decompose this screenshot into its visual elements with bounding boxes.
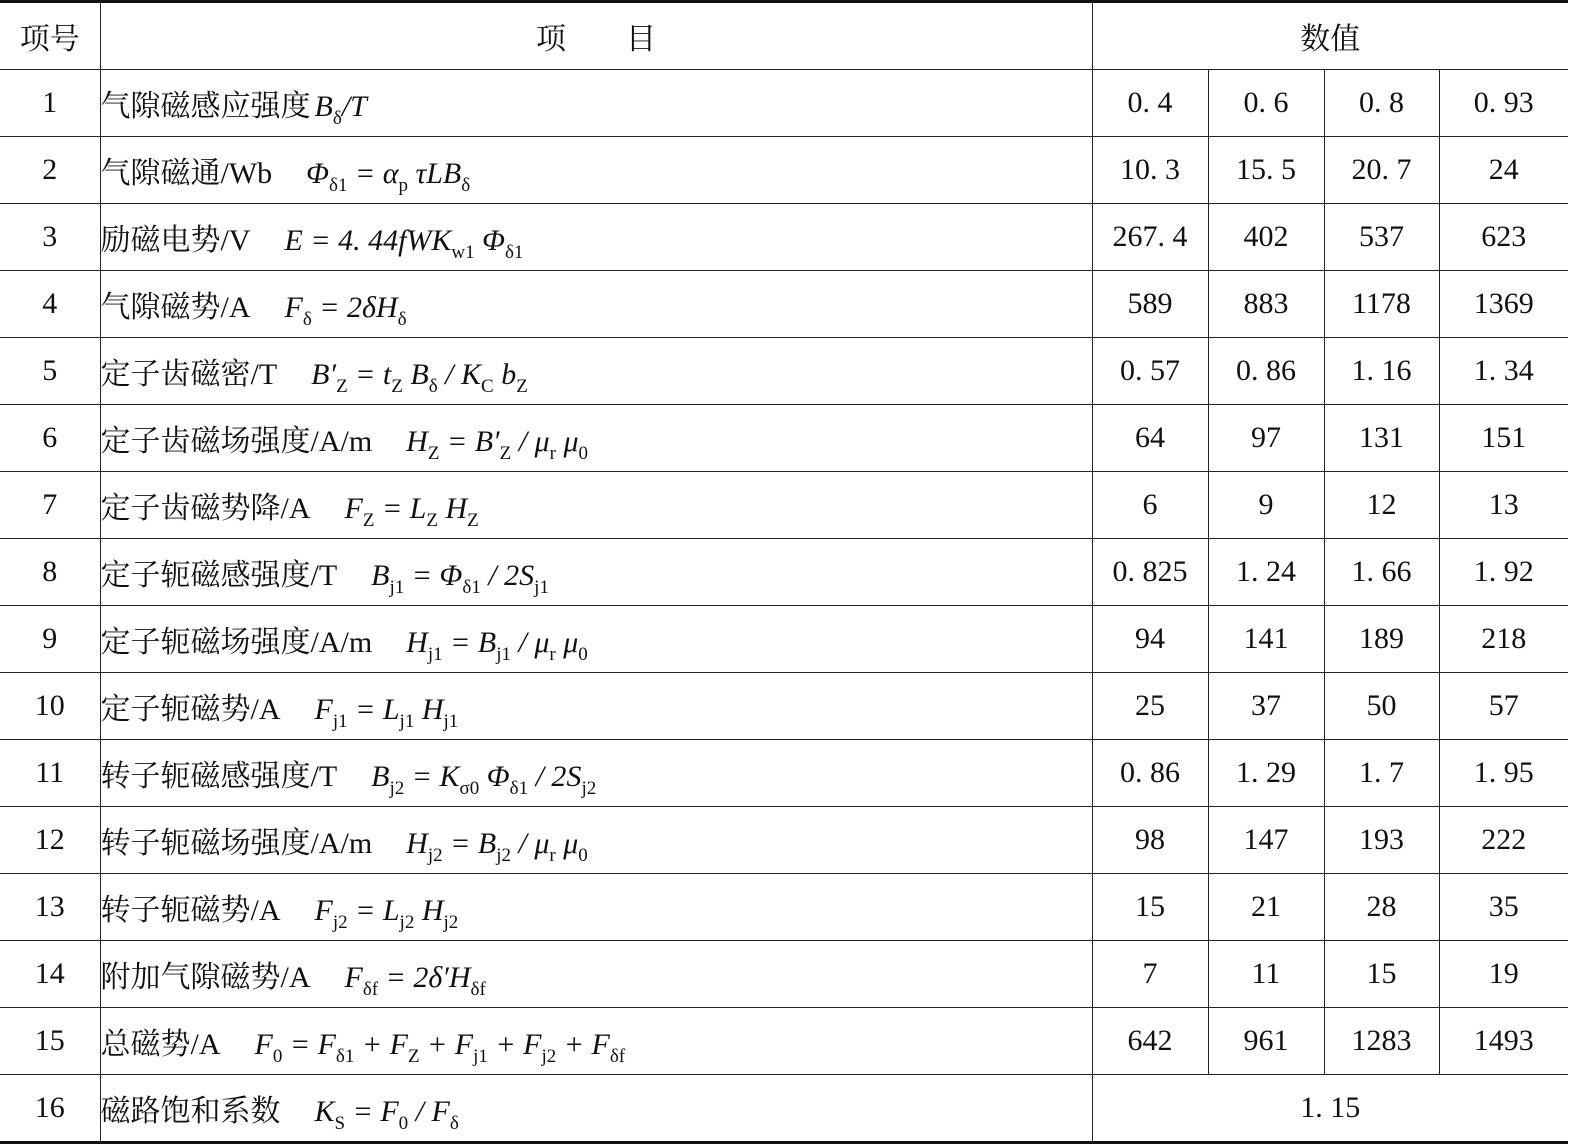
value-cell: 883 [1208, 271, 1324, 338]
value-cell: 589 [1092, 271, 1208, 338]
value-cell: 21 [1208, 874, 1324, 941]
row-item [100, 539, 1092, 606]
value-cell: 1. 24 [1208, 539, 1324, 606]
value-cell: 151 [1439, 405, 1568, 472]
value-cell: 1. 29 [1208, 740, 1324, 807]
value-cell: 537 [1324, 204, 1439, 271]
row-item [100, 941, 1092, 1008]
row-number: 1 [0, 70, 100, 137]
value-cell: 15 [1324, 941, 1439, 1008]
value-cell: 193 [1324, 807, 1439, 874]
row-item [100, 740, 1092, 807]
row-item [100, 204, 1092, 271]
item-label: 定子轭磁场强度/A/m [100, 626, 373, 659]
table-row [0, 271, 1568, 338]
table-row [0, 1075, 1568, 1143]
row-item [100, 338, 1092, 405]
item-label: 定子轭磁感强度/T [100, 559, 338, 592]
value-cell: 0. 8 [1324, 70, 1439, 137]
row-item [100, 606, 1092, 673]
table-row [0, 673, 1568, 740]
value-cell: 1369 [1439, 271, 1568, 338]
row-number: 6 [0, 405, 100, 472]
value-cell: 1178 [1324, 271, 1439, 338]
row-item [100, 405, 1092, 472]
value-cell: 19 [1439, 941, 1568, 1008]
value-cell: 6 [1092, 472, 1208, 539]
row-number: 3 [0, 204, 100, 271]
value-cell: 642 [1092, 1008, 1208, 1075]
row-item [100, 137, 1092, 204]
value-cell: 1493 [1439, 1008, 1568, 1075]
table-row [0, 740, 1568, 807]
row-item [100, 807, 1092, 874]
value-cell: 0. 825 [1092, 539, 1208, 606]
value-cell: 11 [1208, 941, 1324, 1008]
row-item [100, 1075, 1092, 1143]
value-cell: 0. 86 [1208, 338, 1324, 405]
item-formula: $H_{j1} = B_{j1} / \mu_r$ $\mu_0$ [406, 626, 588, 665]
item-label: 励磁电势/V [100, 224, 251, 257]
item-label: 转子轭磁势/A [100, 894, 281, 927]
table-row [0, 70, 1568, 137]
value-cell: 15. 5 [1208, 137, 1324, 204]
item-label: 定子齿磁势降/A [100, 492, 311, 525]
row-number: 8 [0, 539, 100, 606]
value-cell: 20. 7 [1324, 137, 1439, 204]
item-formula: $F_\delta = 2\delta H_\delta$ [284, 291, 407, 330]
value-cell: 0. 57 [1092, 338, 1208, 405]
row-number: 14 [0, 941, 100, 1008]
value-cell: 141 [1208, 606, 1324, 673]
value-cell: 1283 [1324, 1008, 1439, 1075]
row-number: 9 [0, 606, 100, 673]
item-formula: $F_Z = L_Z$ $H_Z$ [344, 492, 479, 531]
item-formula: $F_0 = F_{\delta 1} + F_Z + F_{j1} + F_{j2} + F_{\delta f}$ [254, 1028, 626, 1067]
value-cell: 402 [1208, 204, 1324, 271]
value-cell: 24 [1439, 137, 1568, 204]
item-label: 定子齿磁场强度/A/m [100, 425, 373, 458]
item-label: 定子轭磁势/A [100, 693, 281, 726]
value-cell: 50 [1324, 673, 1439, 740]
row-number: 12 [0, 807, 100, 874]
table-row [0, 204, 1568, 271]
value-cell: 94 [1092, 606, 1208, 673]
row-number: 11 [0, 740, 100, 807]
item-label: 气隙磁势/A [100, 291, 251, 324]
value-cell: 37 [1208, 673, 1324, 740]
value-cell: 97 [1208, 405, 1324, 472]
table-row [0, 338, 1568, 405]
item-label: 附加气隙磁势/A [100, 961, 311, 994]
item-symbol: $B_\delta/T$ [314, 90, 367, 129]
row-number: 16 [0, 1075, 100, 1143]
item-formula: $H_Z = B'_Z / \mu_r$ $\mu_0$ [406, 425, 588, 464]
row-number: 4 [0, 271, 100, 338]
item-label: 气隙磁通/Wb [100, 157, 273, 190]
value-cell: 189 [1324, 606, 1439, 673]
row-number: 7 [0, 472, 100, 539]
row-item [100, 1008, 1092, 1075]
value-cell: 12 [1324, 472, 1439, 539]
item-label: 总磁势/A [100, 1028, 221, 1061]
value-cell: 1. 66 [1324, 539, 1439, 606]
item-formula: $B_{j2} = K_{\sigma 0}$ $\Phi_{\delta 1} / 2S_{j2}$ [371, 760, 597, 799]
item-label: 转子轭磁场强度/A/m [100, 827, 373, 860]
header-value: 数值 [1092, 2, 1568, 70]
value-cell: 0. 93 [1439, 70, 1568, 137]
value-cell: 623 [1439, 204, 1568, 271]
item-label: 气隙磁感应强度 [100, 90, 311, 123]
value-cell: 1. 7 [1324, 740, 1439, 807]
row-number: 5 [0, 338, 100, 405]
item-formula: $F_{j1} = L_{j1}$ $H_{j1}$ [314, 693, 459, 732]
value-cell: 147 [1208, 807, 1324, 874]
table-row [0, 874, 1568, 941]
row-number: 10 [0, 673, 100, 740]
value-cell: 10. 3 [1092, 137, 1208, 204]
value-cell: 13 [1439, 472, 1568, 539]
item-formula: $B_{j1} = \Phi_{\delta 1} / 2S_{j1}$ [371, 559, 549, 598]
value-cell: 35 [1439, 874, 1568, 941]
row-number: 15 [0, 1008, 100, 1075]
value-cell: 131 [1324, 405, 1439, 472]
table-row [0, 472, 1568, 539]
item-label: 磁路饱和系数 [100, 1095, 281, 1128]
header-item-no: 项号 [0, 2, 100, 70]
value-cell: 1. 95 [1439, 740, 1568, 807]
row-item [100, 472, 1092, 539]
table-row [0, 137, 1568, 204]
value-cell: 0. 6 [1208, 70, 1324, 137]
table-row [0, 941, 1568, 1008]
table-row [0, 606, 1568, 673]
row-item [100, 70, 1092, 137]
value-cell: 98 [1092, 807, 1208, 874]
value-cell: 64 [1092, 405, 1208, 472]
row-item [100, 673, 1092, 740]
item-formula: $H_{j2} = B_{j2} / \mu_r$ $\mu_0$ [406, 827, 588, 866]
value-cell: 25 [1092, 673, 1208, 740]
value-cell: 1. 15 [1092, 1075, 1568, 1143]
value-cell: 57 [1439, 673, 1568, 740]
value-cell: 9 [1208, 472, 1324, 539]
item-formula: $F_{\delta f} = 2\delta'H_{\delta f}$ [344, 961, 486, 1000]
value-cell: 0. 86 [1092, 740, 1208, 807]
value-cell: 0. 4 [1092, 70, 1208, 137]
item-formula: $\Phi_{\delta 1} = \alpha_p$ τLB$_\delta$ [306, 157, 471, 196]
value-cell: 1. 34 [1439, 338, 1568, 405]
header-item: 项 目 [100, 2, 1092, 70]
item-formula: $K_S = F_0 / F_\delta$ [314, 1095, 459, 1134]
value-cell: 267. 4 [1092, 204, 1208, 271]
table-row [0, 1008, 1568, 1075]
row-number: 13 [0, 874, 100, 941]
table-row [0, 807, 1568, 874]
value-cell: 222 [1439, 807, 1568, 874]
value-cell: 1. 92 [1439, 539, 1568, 606]
table-row [0, 405, 1568, 472]
row-number: 2 [0, 137, 100, 204]
value-cell: 961 [1208, 1008, 1324, 1075]
item-label: 定子齿磁密/T [100, 358, 278, 391]
row-item [100, 271, 1092, 338]
value-cell: 218 [1439, 606, 1568, 673]
value-cell: 15 [1092, 874, 1208, 941]
value-cell: 28 [1324, 874, 1439, 941]
row-item [100, 874, 1092, 941]
item-label: 转子轭磁感强度/T [100, 760, 338, 793]
item-formula: $B'_Z = t_Z$ $B_\delta / K_C$ $b_Z$ [311, 358, 528, 397]
item-formula: $F_{j2} = L_{j2}$ $H_{j2}$ [314, 894, 459, 933]
value-cell: 1. 16 [1324, 338, 1439, 405]
header-row [0, 2, 1568, 70]
value-cell: 7 [1092, 941, 1208, 1008]
table-row [0, 539, 1568, 606]
item-formula: E = 4. 44fWK$_{w1}$ $\Phi_{\delta 1}$ [284, 224, 524, 263]
